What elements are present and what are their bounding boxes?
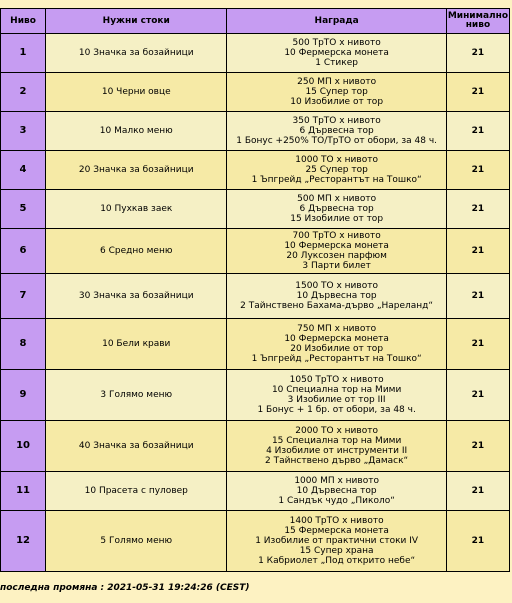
reward-line: 25 Супер тор xyxy=(305,165,368,175)
row-goods: 10 Значка за бозайници xyxy=(46,34,226,72)
table-row xyxy=(1,151,509,189)
row-goods: 6 Средно меню xyxy=(46,229,226,273)
header-level: Ниво xyxy=(1,9,45,33)
row-min-level: 21 xyxy=(447,190,509,228)
table-row xyxy=(1,319,509,369)
reward-line: 1000 МП x нивото xyxy=(294,476,379,486)
row-min-level: 21 xyxy=(447,319,509,369)
reward-line: 1 Изобилие от практични стоки IV xyxy=(255,536,419,546)
row-reward xyxy=(227,190,445,228)
reward-line: 1 Бонус + 1 бр. от обори, за 48 ч. xyxy=(257,405,416,415)
table-row xyxy=(1,190,509,228)
row-level: 10 xyxy=(1,421,45,471)
table-row xyxy=(1,34,509,72)
table-row xyxy=(1,274,509,318)
reward-line: 1050 ТрТО x нивото xyxy=(289,375,384,385)
reward-line: 10 Фермерска монета xyxy=(284,241,389,251)
reward-line: 2 Тайнствено Бахама-дърво „Нареланд“ xyxy=(240,301,434,311)
table-row xyxy=(1,229,509,273)
reward-line: 500 ТрТО x нивото xyxy=(292,38,381,48)
reward-line: 10 Дървесна тор xyxy=(296,486,377,496)
row-level: 2 xyxy=(1,73,45,111)
reward-line: 2000 ТО x нивото xyxy=(295,426,378,436)
table-row xyxy=(1,511,509,571)
reward-line: 1 Кабриолет „Под открито небе“ xyxy=(258,556,416,566)
row-min-level: 21 xyxy=(447,229,509,273)
row-reward xyxy=(227,229,445,273)
reward-line: 1 Бонус +250% ТО/ТрТО от обори, за 48 ч. xyxy=(236,136,438,146)
row-reward xyxy=(227,511,445,571)
reward-line: 750 МП x нивото xyxy=(297,324,377,334)
row-min-level: 21 xyxy=(447,511,509,571)
reward-line: 1 Стикер xyxy=(315,58,358,68)
reward-line: 350 ТрТО x нивото xyxy=(292,116,381,126)
reward-line: 15 Супер храна xyxy=(299,546,374,556)
reward-line: 1500 ТО x нивото xyxy=(295,281,378,291)
table-body xyxy=(1,34,509,571)
table-row xyxy=(1,112,509,150)
rewards-table xyxy=(0,8,510,572)
row-level: 4 xyxy=(1,151,45,189)
table-row xyxy=(1,370,509,420)
row-reward xyxy=(227,370,445,420)
row-reward xyxy=(227,319,445,369)
reward-line: 700 ТрТО x нивото xyxy=(292,231,381,241)
table-row xyxy=(1,421,509,471)
reward-line: 15 Фермерска монета xyxy=(284,526,389,536)
row-min-level: 21 xyxy=(447,370,509,420)
row-goods: 10 Черни овце xyxy=(46,73,226,111)
reward-line: 20 Изобилие от тор xyxy=(290,344,384,354)
row-reward xyxy=(227,472,445,510)
reward-line: 10 Фермерска монета xyxy=(284,334,389,344)
reward-line: 15 Специална тор на Мими xyxy=(271,436,402,446)
row-level: 6 xyxy=(1,229,45,273)
header-goods: Нужни стоки xyxy=(46,9,226,33)
row-goods: 10 Бели крави xyxy=(46,319,226,369)
row-level: 3 xyxy=(1,112,45,150)
row-level: 9 xyxy=(1,370,45,420)
reward-line: 1400 ТрТО x нивото xyxy=(289,516,384,526)
header-min-level: Минимално ниво xyxy=(447,9,509,33)
row-goods: 40 Значка за бозайници xyxy=(46,421,226,471)
header-reward: Награда xyxy=(227,9,445,33)
reward-line: 2 Тайнствено дърво „Дамаск“ xyxy=(265,456,409,466)
row-min-level: 21 xyxy=(447,34,509,72)
reward-line: 1 Ъпгрейд „Ресторантът на Тошко“ xyxy=(251,175,422,185)
table-row xyxy=(1,73,509,111)
table-row xyxy=(1,472,509,510)
row-reward xyxy=(227,112,445,150)
reward-line: 1000 ТО x нивото xyxy=(295,155,378,165)
reward-line: 500 МП x нивото xyxy=(297,194,377,204)
row-min-level: 21 xyxy=(447,274,509,318)
reward-line: 20 Луксозен парфюм xyxy=(286,251,387,261)
reward-line: 4 Изобилие от инструменти II xyxy=(266,446,408,456)
row-goods: 20 Значка за бозайници xyxy=(46,151,226,189)
row-level: 1 xyxy=(1,34,45,72)
row-level: 11 xyxy=(1,472,45,510)
row-reward xyxy=(227,151,445,189)
reward-line: 1 Ъпгрейд „Ресторантът на Тошко“ xyxy=(251,354,422,364)
row-min-level: 21 xyxy=(447,151,509,189)
row-reward xyxy=(227,73,445,111)
reward-line: 6 Дървесна тор xyxy=(299,126,374,136)
row-goods: 30 Значка за бозайници xyxy=(46,274,226,318)
reward-line: 10 Дървесна тор xyxy=(296,291,377,301)
reward-line: 10 Фермерска монета xyxy=(284,48,389,58)
row-level: 7 xyxy=(1,274,45,318)
reward-line: 6 Дървесна тор xyxy=(299,204,374,214)
reward-line: 15 Супер тор xyxy=(305,87,368,97)
row-goods: 3 Голямо меню xyxy=(46,370,226,420)
row-reward xyxy=(227,421,445,471)
row-min-level: 21 xyxy=(447,472,509,510)
row-reward xyxy=(227,34,445,72)
row-level: 8 xyxy=(1,319,45,369)
last-modified: последна промяна : 2021-05-31 19:24:26 (CEST) xyxy=(0,583,250,593)
row-min-level: 21 xyxy=(447,73,509,111)
row-min-level: 21 xyxy=(447,112,509,150)
reward-line: 10 Специална тор на Мими xyxy=(271,385,402,395)
row-goods: 5 Голямо меню xyxy=(46,511,226,571)
row-reward xyxy=(227,274,445,318)
reward-line: 250 МП x нивото xyxy=(297,77,377,87)
reward-line: 3 Изобилие от тор III xyxy=(287,395,386,405)
row-level: 12 xyxy=(1,511,45,571)
reward-line: 1 Сандък чудо „Пиколо“ xyxy=(278,496,395,506)
reward-line: 10 Изобилие от тор xyxy=(290,97,384,107)
row-goods: 10 Прасета с пуловер xyxy=(46,472,226,510)
row-level: 5 xyxy=(1,190,45,228)
row-min-level: 21 xyxy=(447,421,509,471)
reward-line: 3 Парти билет xyxy=(302,261,371,271)
row-goods: 10 Пухкав заек xyxy=(46,190,226,228)
row-goods: 10 Малко меню xyxy=(46,112,226,150)
header-row xyxy=(1,9,509,33)
reward-line: 15 Изобилие от тор xyxy=(290,214,384,224)
